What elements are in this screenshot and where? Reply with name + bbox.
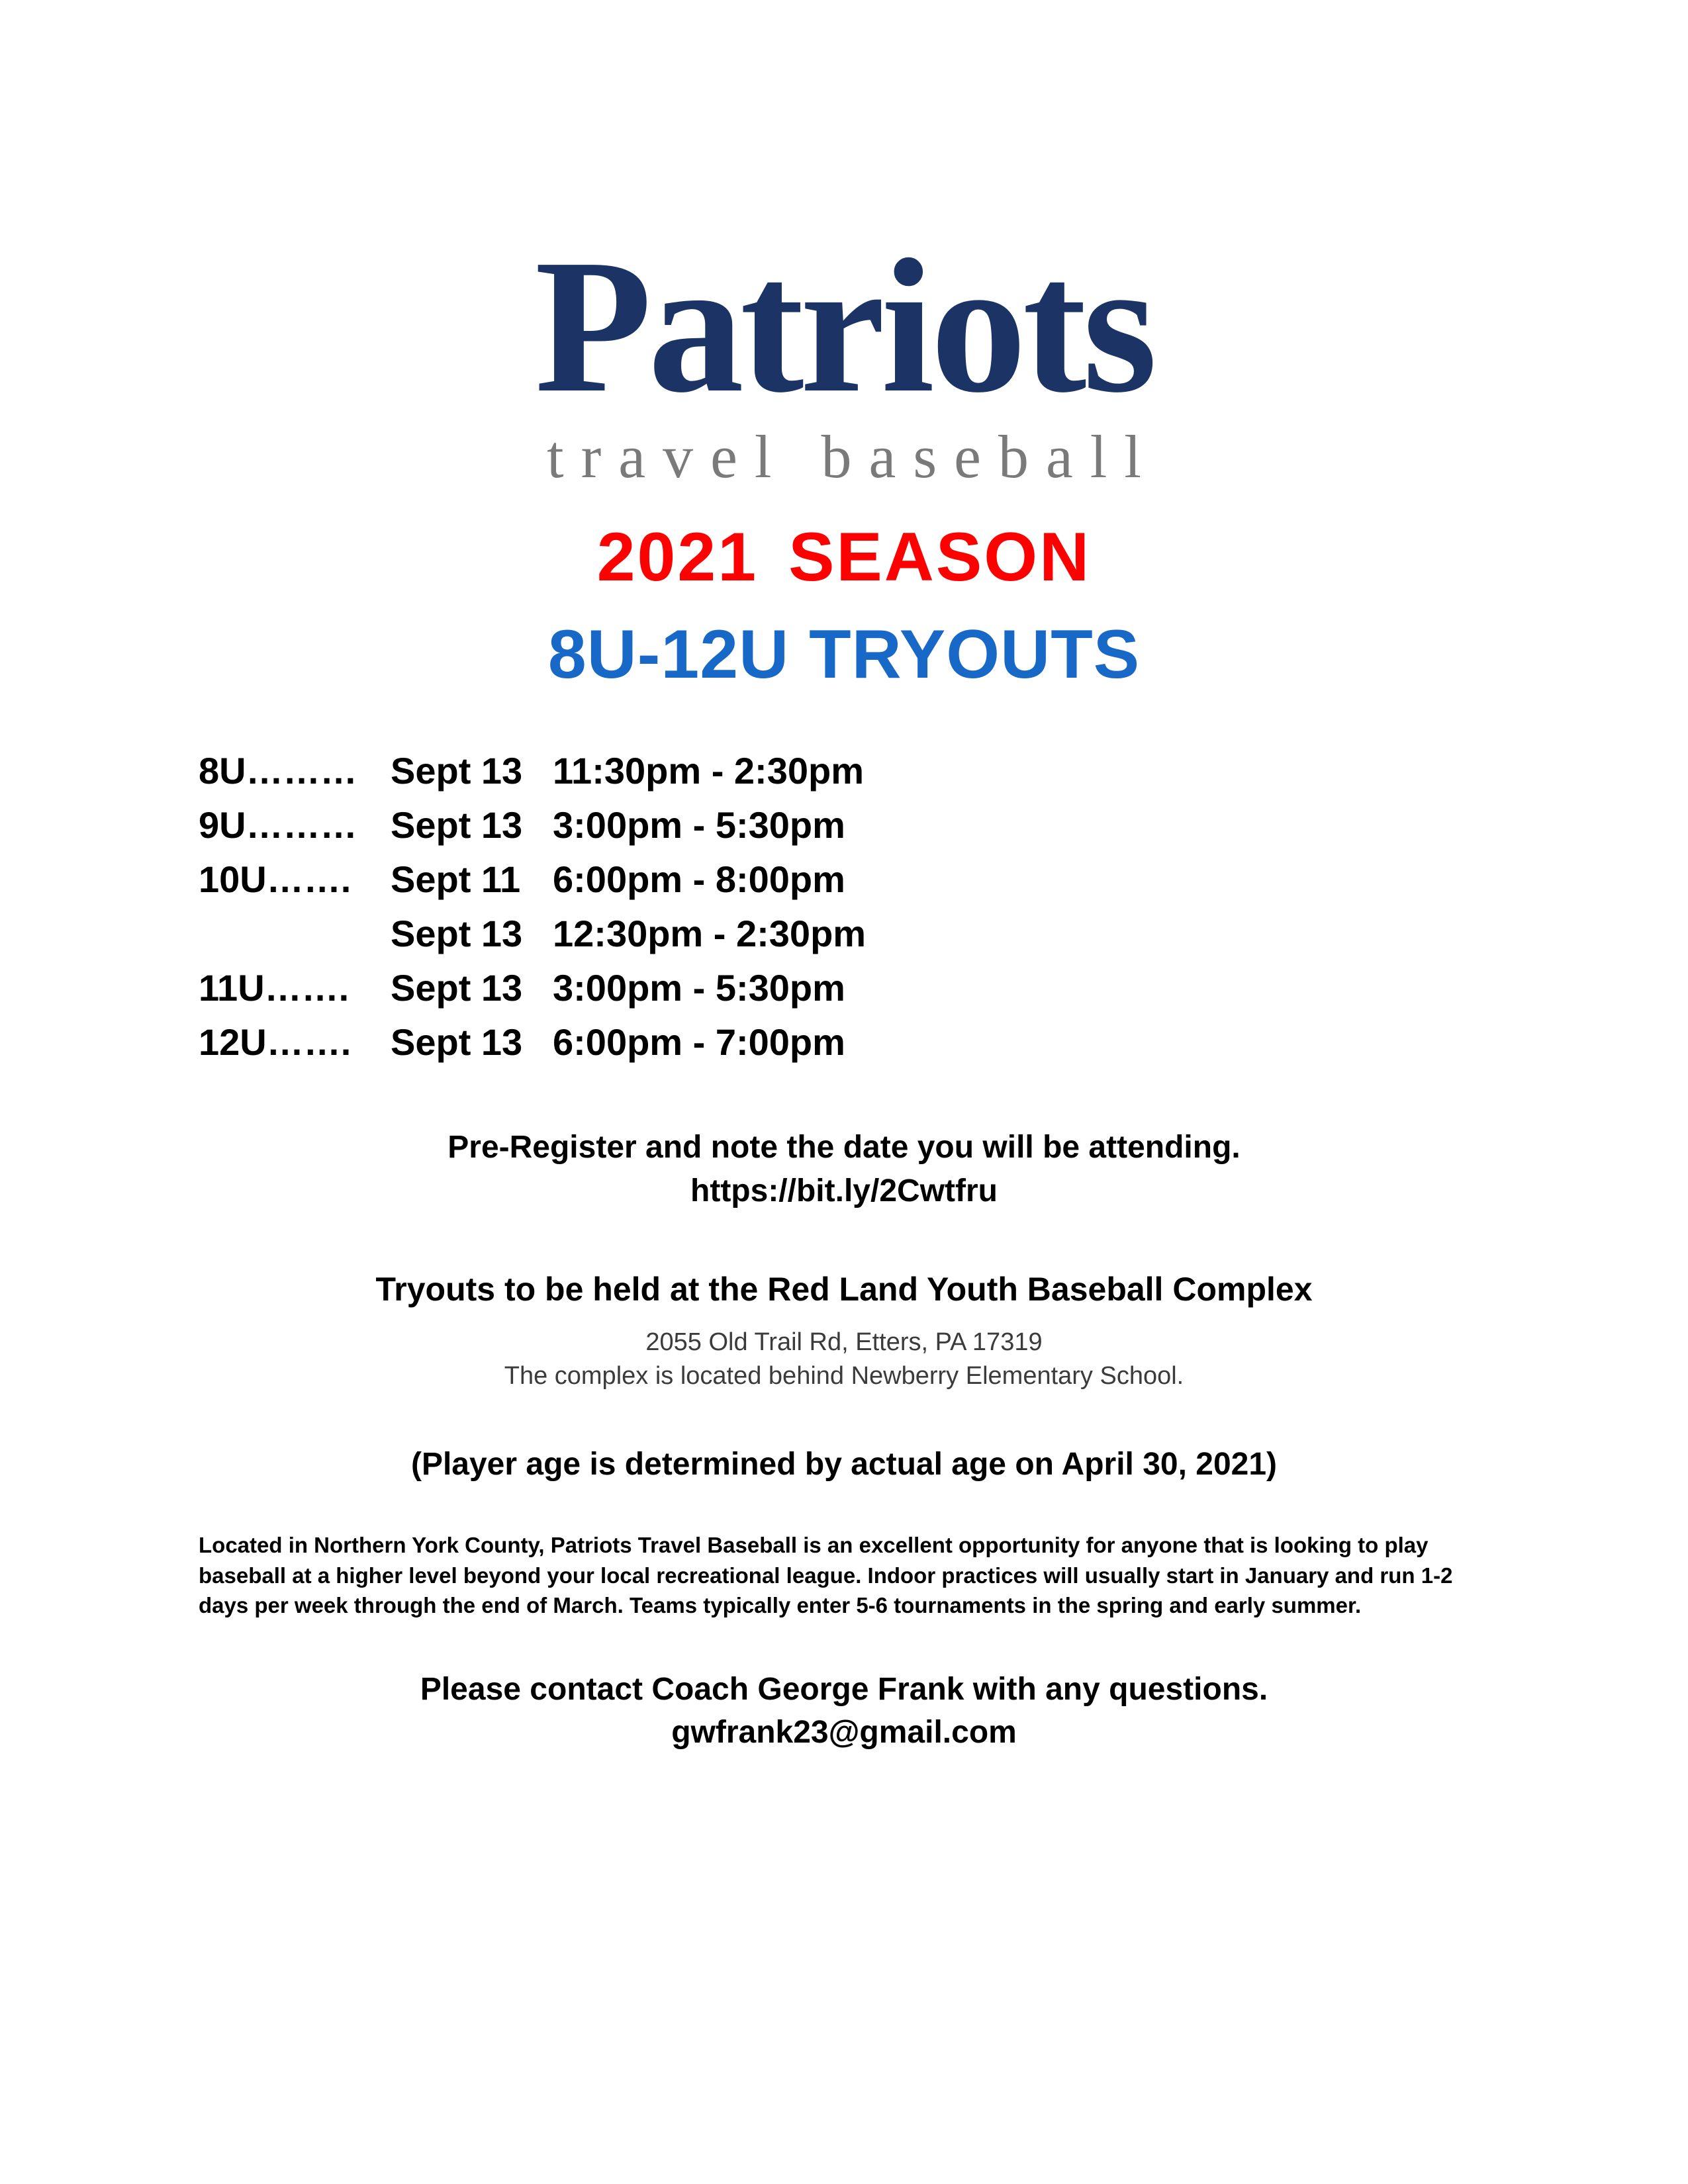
schedule-time: 6:00pm - 8:00pm xyxy=(553,858,845,900)
preregister-text: Pre-Register and note the date you will be attending. xyxy=(447,1129,1241,1165)
schedule-row xyxy=(199,803,1688,846)
preregister-block xyxy=(0,1127,1688,1212)
age-rule-text: (Player age is determined by actual age on April 30, 2021) xyxy=(410,1447,1278,1482)
logo-wordmark: Patriots xyxy=(534,220,1154,432)
schedule-time: 3:00pm - 5:30pm xyxy=(553,966,845,1009)
schedule-age: 12U……. xyxy=(199,1021,352,1063)
schedule-row xyxy=(199,1021,1688,1063)
season-heading xyxy=(0,518,1688,597)
schedule-time: 12:30pm - 2:30pm xyxy=(553,912,867,954)
season-year: 2021 xyxy=(596,518,759,596)
schedule-age: 8U……… xyxy=(199,749,357,792)
location-heading: Tryouts to be held at the Red Land Youth Baseball Complex xyxy=(375,1271,1313,1308)
contact-text: Please contact Coach George Frank with any questions. xyxy=(420,1671,1268,1707)
schedule-date: Sept 11 xyxy=(391,858,521,900)
contact-block xyxy=(0,1668,1688,1754)
schedule-row xyxy=(199,858,1688,900)
schedule-date: Sept 13 xyxy=(391,803,523,846)
tryout-schedule xyxy=(199,749,1688,1063)
schedule-time: 6:00pm - 7:00pm xyxy=(553,1021,845,1063)
logo-subtitle: travel baseball xyxy=(547,422,1158,490)
program-description: Located in Northern York County, Patriots Travel Baseball is an excellent opportunity for anyone that is looking to play baseball at a higher level beyond your local recreational league. Indoor practices will usually start in January and run 1-2 days per week through the end of March. Teams typically enter 5-6 tournaments in the spring and early summer. xyxy=(199,1533,1453,1618)
schedule-date: Sept 13 xyxy=(391,966,523,1009)
schedule-row xyxy=(199,966,1688,1009)
season-word: SEASON xyxy=(788,518,1092,596)
location-details xyxy=(0,1326,1688,1393)
location-note: The complex is located behind Newberry Elementary School. xyxy=(504,1362,1184,1390)
contact-email[interactable]: gwfrank23@gmail.com xyxy=(671,1715,1017,1751)
schedule-date: Sept 13 xyxy=(391,912,523,954)
schedule-age: 9U……… xyxy=(199,803,357,846)
schedule-row xyxy=(199,912,1688,954)
schedule-date: Sept 13 xyxy=(391,749,523,792)
schedule-row xyxy=(199,749,1688,792)
tryouts-heading: 8U-12U TRYOUTS xyxy=(547,615,1141,693)
logo xyxy=(0,220,1688,492)
location-address: 2055 Old Trail Rd, Etters, PA 17319 xyxy=(645,1328,1043,1357)
schedule-time: 3:00pm - 5:30pm xyxy=(553,803,845,846)
schedule-age: 10U……. xyxy=(199,858,352,900)
preregister-link[interactable]: https://bit.ly/2Cwtfru xyxy=(690,1173,998,1208)
schedule-date: Sept 13 xyxy=(391,1021,523,1063)
schedule-age: 11U……. xyxy=(199,966,350,1009)
schedule-time: 11:30pm - 2:30pm xyxy=(553,749,864,792)
